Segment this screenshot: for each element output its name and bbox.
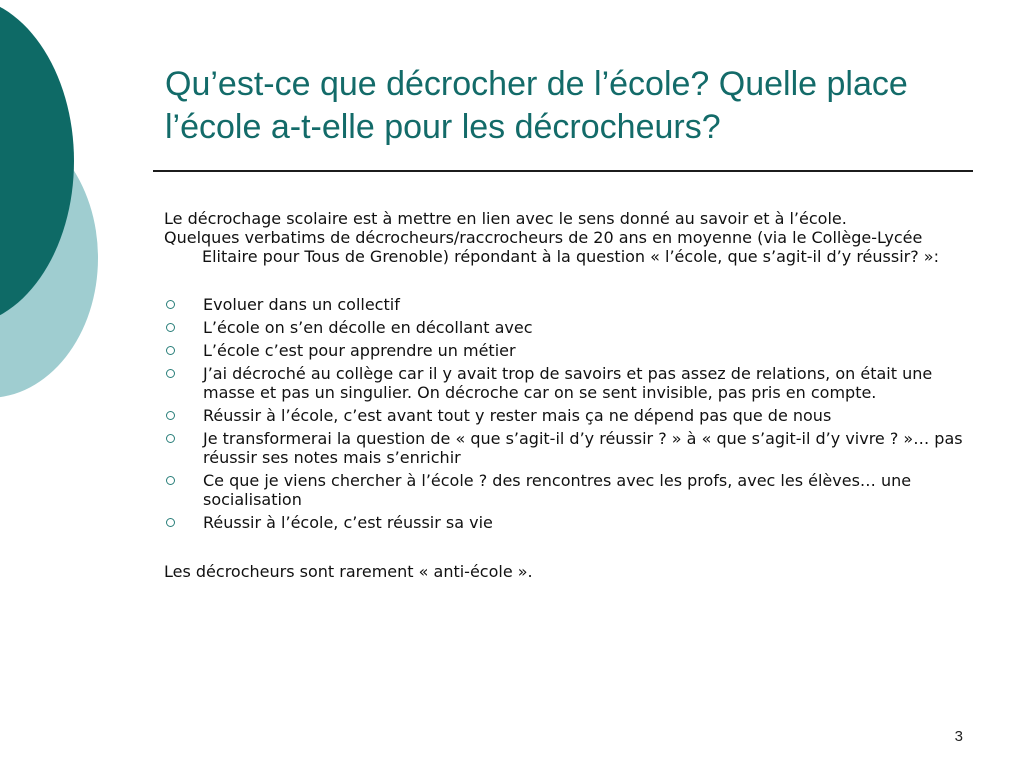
list-item: [164, 471, 964, 509]
list-item: [164, 341, 964, 360]
circle-bullet-icon: [166, 346, 175, 355]
circle-bullet-icon: [166, 476, 175, 485]
circle-bullet-icon: [166, 323, 175, 332]
circle-bullet-icon: [166, 300, 175, 309]
circle-bullet-icon: [166, 434, 175, 443]
list-item-text: Réussir à l’école, c’est réussir sa vie: [203, 513, 493, 532]
list-item-text: L’école on s’en décolle en décollant avec: [203, 318, 533, 337]
slide-body: [164, 209, 964, 581]
intro-paragraph-1: Le décrochage scolaire est à mettre en lien avec le sens donné au savoir et à l’école.: [164, 209, 847, 228]
list-item-text: J’ai décroché au collège car il y avait trop de savoirs et pas assez de relations, on était une masse et pas un singulier. On décroche car on se sent invisible, pas pris en compte.: [203, 364, 933, 402]
intro-paragraph-2: Quelques verbatims de décrocheurs/raccrocheurs de 20 ans en moyenne (via le Collège-Lycée Elitaire pour Tous de Grenoble) répondant à la question « l’école, que s’agit-il d’y réussir? »:: [164, 228, 939, 266]
slide-title: Qu’est-ce que décrocher de l’école? Quelle place l’école a-t-elle pour les décrocheurs?: [165, 65, 908, 146]
list-item-text: Je transformerai la question de « que s’agit-il d’y réussir ? » à « que s’agit-il d’y vivre ? »… pas réussir ses notes mais s’enrichir: [203, 429, 963, 467]
list-item: [164, 513, 964, 532]
list-item-text: Réussir à l’école, c’est avant tout y rester mais ça ne dépend pas que de nous: [203, 406, 832, 425]
list-item: [164, 318, 964, 337]
title-divider: [153, 170, 973, 172]
verbatim-list: [164, 295, 964, 532]
list-item: [164, 429, 964, 467]
list-item-text: Ce que je viens chercher à l’école ? des rencontres avec les profs, avec les élèves… une socialisation: [203, 471, 912, 509]
list-item: [164, 295, 964, 314]
page-number: 3: [954, 728, 963, 745]
circle-bullet-icon: [166, 411, 175, 420]
circle-bullet-icon: [166, 518, 175, 527]
circle-bullet-icon: [166, 369, 175, 378]
list-item: [164, 406, 964, 425]
list-item: [164, 364, 964, 402]
closing-statement: Les décrocheurs sont rarement « anti-école ».: [164, 562, 533, 581]
list-item-text: Evoluer dans un collectif: [203, 295, 400, 314]
list-item-text: L’école c’est pour apprendre un métier: [203, 341, 516, 360]
